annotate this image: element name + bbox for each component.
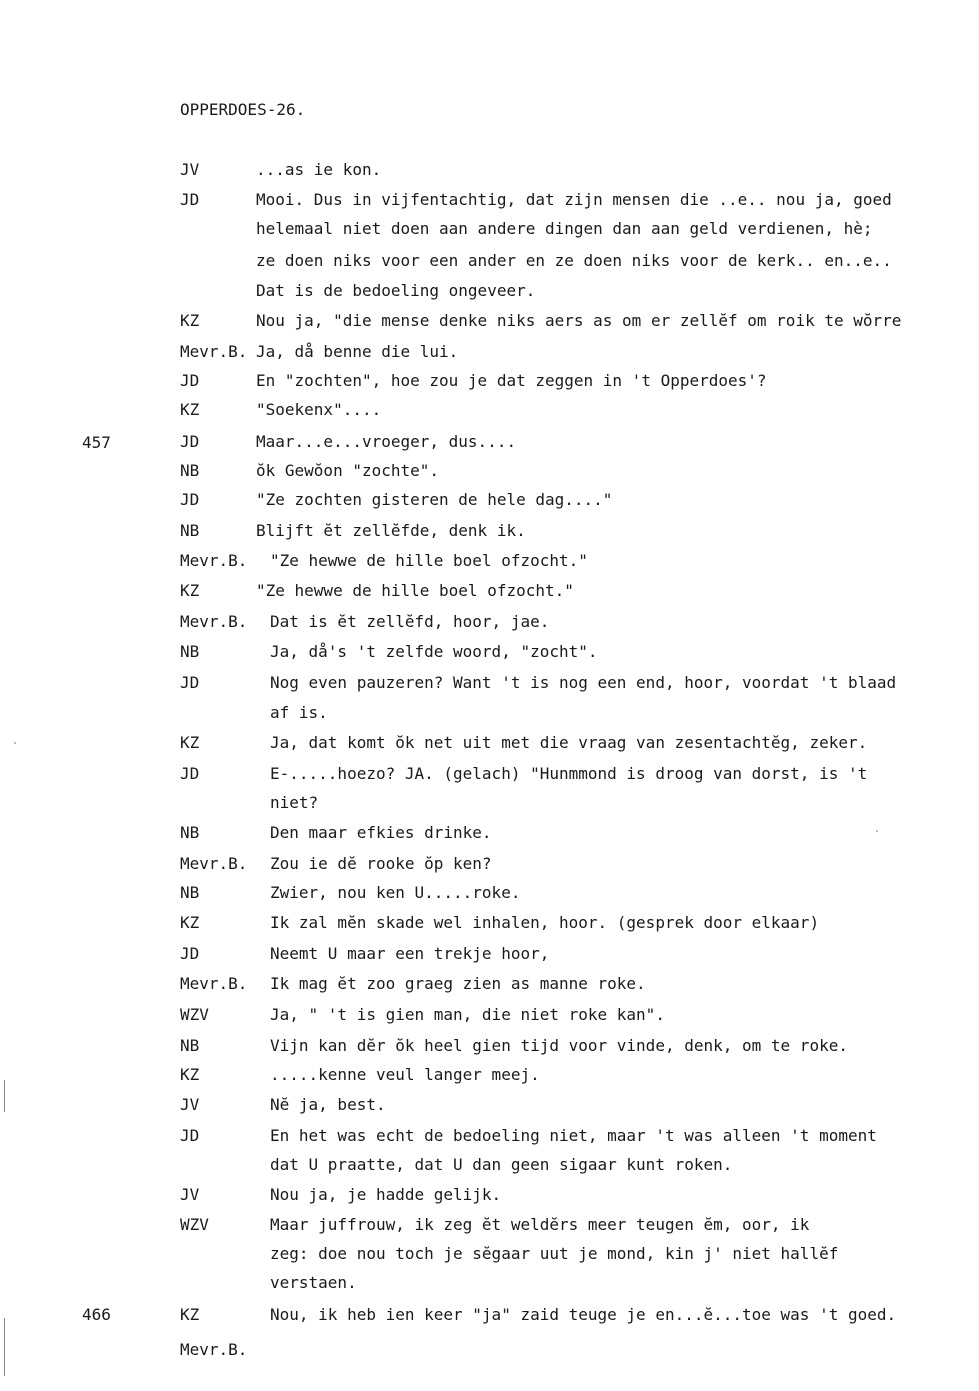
transcript-line — [0, 913, 979, 937]
speaker-label: NB — [180, 642, 200, 661]
transcript-line — [0, 703, 979, 727]
transcript-line — [0, 1126, 979, 1150]
transcript-line — [0, 1340, 979, 1364]
speaker-label: Mevr.B. — [180, 974, 248, 993]
utterance-text: Den maar efkies drinke. — [270, 823, 492, 842]
utterance-text: "Ze hewwe de hille boel ofzocht." — [256, 581, 574, 600]
utterance-text: Zou ie dĕ rooke ŏp ken? — [270, 854, 492, 873]
transcript-line — [0, 1155, 979, 1179]
utterance-text: .....kenne veul langer meej. — [270, 1065, 540, 1084]
transcript-line — [0, 642, 979, 666]
transcript-line — [0, 1036, 979, 1060]
utterance-text: ...as ie kon. — [256, 160, 382, 179]
utterance-text: dat U praatte, dat U dan geen sigaar kunt roken. — [270, 1155, 733, 1174]
speaker-label: KZ — [180, 581, 200, 600]
utterance-text: Blijft ĕt zellĕfde, denk ik. — [256, 521, 526, 540]
transcript-line — [0, 1065, 979, 1089]
transcript-line — [0, 1005, 979, 1029]
transcript-line — [0, 400, 979, 424]
transcript-line — [0, 823, 979, 847]
speaker-label: Mevr.B. — [180, 342, 248, 361]
transcript-line — [0, 281, 979, 305]
transcript-line — [0, 521, 979, 545]
speaker-label: JD — [180, 490, 200, 509]
speaker-label: WZV — [180, 1215, 209, 1234]
utterance-text: Maar juffrouw, ik zeg ĕt weldĕrs meer teugen ĕm, oor, ik — [270, 1215, 810, 1234]
speaker-label: KZ — [180, 311, 200, 330]
utterance-text: af is. — [270, 703, 328, 722]
utterance-text: En het was echt de bedoeling niet, maar 't was alleen 't moment — [270, 1126, 877, 1145]
utterance-text: Dat is ĕt zellĕfd, hoor, jae. — [270, 612, 550, 631]
utterance-text: "Ze hewwe de hille boel ofzocht." — [270, 551, 588, 570]
speaker-label: JV — [180, 160, 200, 179]
transcript-line — [0, 461, 979, 485]
utterance-text: "Ze zochten gisteren de hele dag...." — [256, 490, 613, 509]
transcript-line — [0, 1273, 979, 1297]
speaker-label: Mevr.B. — [180, 612, 248, 631]
utterance-text: En "zochten", hoe zou je dat zeggen in 't Opperdoes'? — [256, 371, 767, 390]
speaker-label: JD — [180, 371, 200, 390]
speaker-label: NB — [180, 1036, 200, 1055]
utterance-text: Ik zal mĕn skade wel inhalen, hoor. (gesprek door elkaar) — [270, 913, 820, 932]
margin-number: 457 — [82, 433, 111, 452]
speaker-label: KZ — [180, 913, 200, 932]
utterance-text: Ja, dat komt ŏk net uit met die vraag van zesentachtĕg, zeker. — [270, 733, 868, 752]
utterance-text: "Soekenx".... — [256, 400, 382, 419]
utterance-text: Nou ja, je hadde gelijk. — [270, 1185, 502, 1204]
transcript-line — [0, 944, 979, 968]
speaker-label: WZV — [180, 1005, 209, 1024]
margin-number: 466 — [82, 1305, 111, 1324]
transcript-line — [0, 733, 979, 757]
utterance-text: Nou ja, "die mense denke niks aers as om er zellĕf om roik te wŏrre — [256, 311, 902, 330]
transcript-line — [0, 793, 979, 817]
utterance-text: niet? — [270, 793, 319, 812]
transcript-line — [0, 581, 979, 605]
utterance-text: Nog even pauzeren? Want 't is nog een end, hoor, voordat 't blaad — [270, 673, 897, 692]
utterance-text: Nĕ ja, best. — [270, 1095, 386, 1114]
speaker-label: JD — [180, 764, 200, 783]
speaker-label: KZ — [180, 1065, 200, 1084]
utterance-text: Zwier, nou ken U.....roke. — [270, 883, 521, 902]
transcript-line — [0, 432, 979, 456]
speaker-label: KZ — [180, 1305, 200, 1324]
utterance-text: verstaen. — [270, 1273, 357, 1292]
utterance-text: helemaal niet doen aan andere dingen dan aan geld verdienen, hè; — [256, 219, 873, 238]
utterance-text: Ja, " 't is gien man, die niet roke kan". — [270, 1005, 665, 1024]
utterance-text: ŏk Gewŏon "zochte". — [256, 461, 440, 480]
transcript-line — [0, 1215, 979, 1239]
transcript-line — [0, 551, 979, 575]
speaker-label: NB — [180, 521, 200, 540]
transcript-line — [0, 342, 979, 366]
speaker-label: KZ — [180, 400, 200, 419]
utterance-text: ze doen niks voor een ander en ze doen niks voor de kerk.. en..e.. — [256, 251, 892, 270]
transcript-line — [0, 490, 979, 514]
utterance-text: Ja, då benne die lui. — [256, 342, 459, 361]
transcript-line — [0, 190, 979, 214]
transcript-line — [0, 160, 979, 184]
speaker-label: JD — [180, 1126, 200, 1145]
utterance-text: Mooi. Dus in vijfentachtig, dat zijn mensen die ..e.. nou ja, goed — [256, 190, 892, 209]
speaker-label: Mevr.B. — [180, 551, 248, 570]
utterance-text: Ik mag ĕt zoo graeg zien as manne roke. — [270, 974, 646, 993]
speaker-label: Mevr.B. — [180, 1340, 248, 1359]
transcript-line — [0, 311, 979, 335]
speaker-label: NB — [180, 461, 200, 480]
speaker-label: JV — [180, 1185, 200, 1204]
speaker-label: KZ — [180, 733, 200, 752]
utterance-text: Neemt U maar een trekje hoor, — [270, 944, 550, 963]
transcript-line — [0, 1244, 979, 1268]
transcript-line — [0, 612, 979, 636]
transcript-line — [0, 974, 979, 998]
page-header: OPPERDOES-26. — [180, 100, 306, 119]
speaker-label: JD — [180, 673, 200, 692]
speaker-label: Mevr.B. — [180, 854, 248, 873]
utterance-text: E-.....hoezo? JA. (gelach) "Hunmmond is droog van dorst, is 't — [270, 764, 868, 783]
utterance-text: Maar...e...vroeger, dus.... — [256, 432, 517, 451]
transcript-line — [0, 764, 979, 788]
transcript-line — [0, 371, 979, 395]
utterance-text: zeg: doe nou toch je sĕgaar uut je mond, kin j' niet hallĕf — [270, 1244, 839, 1263]
transcript-line — [0, 251, 979, 275]
utterance-text: Dat is de bedoeling ongeveer. — [256, 281, 536, 300]
speaker-label: NB — [180, 823, 200, 842]
utterance-text: Ja, då's 't zelfde woord, "zocht". — [270, 642, 598, 661]
transcript-line — [0, 883, 979, 907]
speaker-label: JD — [180, 432, 200, 451]
transcript-line — [0, 854, 979, 878]
transcript-line — [0, 1185, 979, 1209]
transcript-line — [0, 673, 979, 697]
transcript-line — [0, 219, 979, 243]
speaker-label: JV — [180, 1095, 200, 1114]
speaker-label: JD — [180, 944, 200, 963]
transcript-line — [0, 1305, 979, 1329]
utterance-text: Nou, ik heb ien keer "ja" zaid teuge je en...ĕ...toe was 't goed. — [270, 1305, 897, 1324]
speaker-label: JD — [180, 190, 200, 209]
speaker-label: NB — [180, 883, 200, 902]
transcript-line — [0, 1095, 979, 1119]
utterance-text: Vijn kan dĕr ŏk heel gien tijd voor vinde, denk, om te roke. — [270, 1036, 848, 1055]
